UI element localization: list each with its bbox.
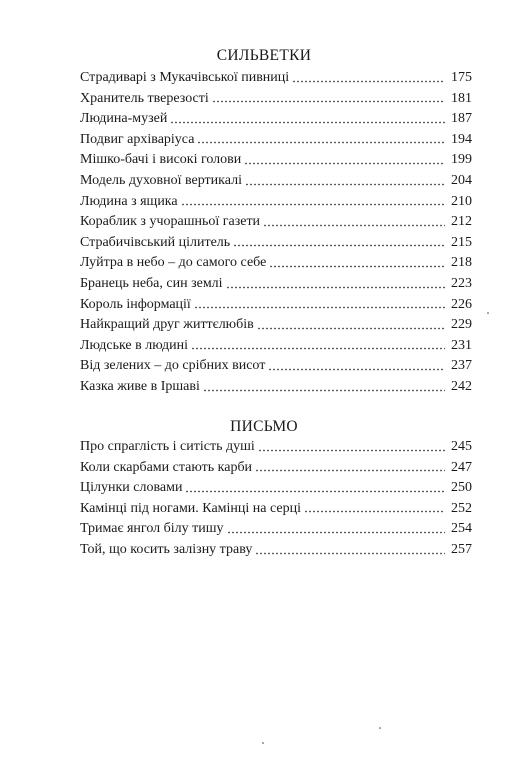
- toc-list-pysmo: [80, 437, 472, 561]
- section-title-silvetky: СИЛЬВЕТКИ: [216, 47, 312, 64]
- toc-entry: [80, 499, 472, 520]
- section-title-pysmo: ПИСЬМО: [230, 418, 298, 435]
- toc-entry: [80, 274, 472, 295]
- toc-entry-title: Людина-музей: [80, 111, 168, 127]
- toc-entry: [80, 192, 472, 213]
- toc-entry-title: Людина з ящика: [80, 193, 178, 209]
- toc-entry-title: Бранець неба, син землі: [80, 275, 223, 291]
- paper-speck: [262, 742, 264, 744]
- dot-leader: [170, 121, 445, 124]
- toc-entry-page: 175: [451, 70, 472, 85]
- toc-entry: [80, 171, 472, 192]
- toc-entry-title: Камінці під ногами. Камінці на серці: [80, 500, 301, 516]
- dot-leader: [197, 141, 445, 144]
- toc-entry-page: 250: [451, 480, 472, 496]
- dot-leader: [191, 347, 445, 350]
- toc-entry-title: Коли скарбами стають карби: [80, 459, 253, 475]
- dot-leader: [255, 552, 445, 555]
- toc-entry: [80, 130, 472, 151]
- toc-entry: [80, 356, 472, 377]
- dot-leader: [258, 449, 445, 452]
- toc-entry-page: 237: [451, 358, 472, 374]
- dot-leader: [257, 327, 445, 330]
- toc-entry-page: 247: [451, 459, 472, 475]
- toc-entry-page: 231: [451, 337, 472, 353]
- toc-entry: [80, 336, 472, 357]
- toc-entry-title: Той, що косить залізну траву: [80, 541, 253, 557]
- toc-entry: [80, 150, 472, 171]
- toc-entry-title: Тримає янгол білу тишу: [80, 521, 224, 537]
- toc-entry: [80, 458, 472, 479]
- toc-entry-title: Луйтра в небо – до самого себе: [80, 255, 267, 271]
- dot-leader: [194, 306, 445, 309]
- toc-entry-page: 181: [451, 90, 472, 106]
- toc-entry-title: Казка живе в Іршаві: [80, 378, 200, 394]
- toc-entry: [80, 295, 472, 316]
- toc-entry: [80, 315, 472, 336]
- toc-entry-title: Подвиг архіваріуса: [80, 131, 195, 147]
- toc-entry-title: Страбичівський цілитель: [80, 234, 231, 250]
- toc-entry-title: Мішко-бачі і високі голови: [80, 152, 242, 168]
- toc-entry: [80, 68, 472, 89]
- toc-entry-page: 218: [451, 255, 472, 271]
- toc-entry: [80, 109, 472, 130]
- toc-entry-title: Людське в людині: [80, 337, 188, 353]
- toc-entry-title: Про спраглість і ситість душі: [80, 439, 255, 454]
- toc-entry-title: Від зелених – до срібних висот: [80, 358, 266, 374]
- toc-entry-title: Король інформації: [80, 296, 191, 312]
- toc-entry: [80, 437, 472, 458]
- dot-leader: [268, 368, 445, 371]
- toc-entry-page: 254: [451, 521, 472, 537]
- toc-entry-page: 215: [451, 234, 472, 250]
- dot-leader: [203, 389, 445, 392]
- dot-leader: [227, 531, 445, 534]
- dot-leader: [185, 490, 445, 493]
- toc-entry: [80, 212, 472, 233]
- toc-entry-page: 245: [451, 439, 472, 454]
- paper-speck: [379, 727, 381, 729]
- dot-leader: [304, 510, 445, 513]
- dot-leader: [233, 244, 445, 247]
- toc-entry-title: Модель духовної вертикалі: [80, 172, 242, 188]
- toc-entry: [80, 233, 472, 254]
- dot-leader: [212, 100, 445, 103]
- toc-entry-page: 210: [451, 193, 472, 209]
- toc-entry-title: Цілунки словами: [80, 480, 183, 496]
- toc-entry-page: 199: [451, 152, 472, 168]
- dot-leader: [245, 183, 445, 186]
- paper-speck: [487, 312, 489, 314]
- toc-entry-page: 194: [451, 131, 472, 147]
- dot-leader: [263, 224, 445, 227]
- toc-entry-page: 204: [451, 172, 472, 188]
- toc-entry-title: Страдиварі з Мукачівської пивниці: [80, 70, 290, 85]
- toc-entry: [80, 478, 472, 499]
- toc-entry-page: 242: [451, 378, 472, 394]
- dot-leader: [181, 203, 445, 206]
- toc-entry-page: 226: [451, 296, 472, 312]
- toc-entry: [80, 377, 472, 398]
- toc-entry: [80, 540, 472, 561]
- toc-entry: [80, 89, 472, 110]
- toc-list-silvetky: [80, 68, 472, 398]
- toc-entry-title: Хранитель тверезості: [80, 90, 209, 106]
- toc-entry-page: 252: [451, 500, 472, 516]
- dot-leader: [244, 162, 445, 165]
- toc-entry-page: 257: [451, 541, 472, 557]
- toc-entry-page: 229: [451, 317, 472, 333]
- toc-entry-page: 212: [451, 214, 472, 230]
- dot-leader: [292, 80, 445, 83]
- dot-leader: [269, 265, 445, 268]
- toc-entry: [80, 253, 472, 274]
- toc-entry-title: Кораблик з учорашньої газети: [80, 214, 261, 230]
- dot-leader: [226, 286, 445, 289]
- toc-entry-title: Найкращий друг життєлюбів: [80, 317, 254, 333]
- toc-entry-page: 187: [451, 111, 472, 127]
- dot-leader: [255, 469, 445, 472]
- toc-entry: [80, 519, 472, 540]
- toc-entry-page: 223: [451, 275, 472, 291]
